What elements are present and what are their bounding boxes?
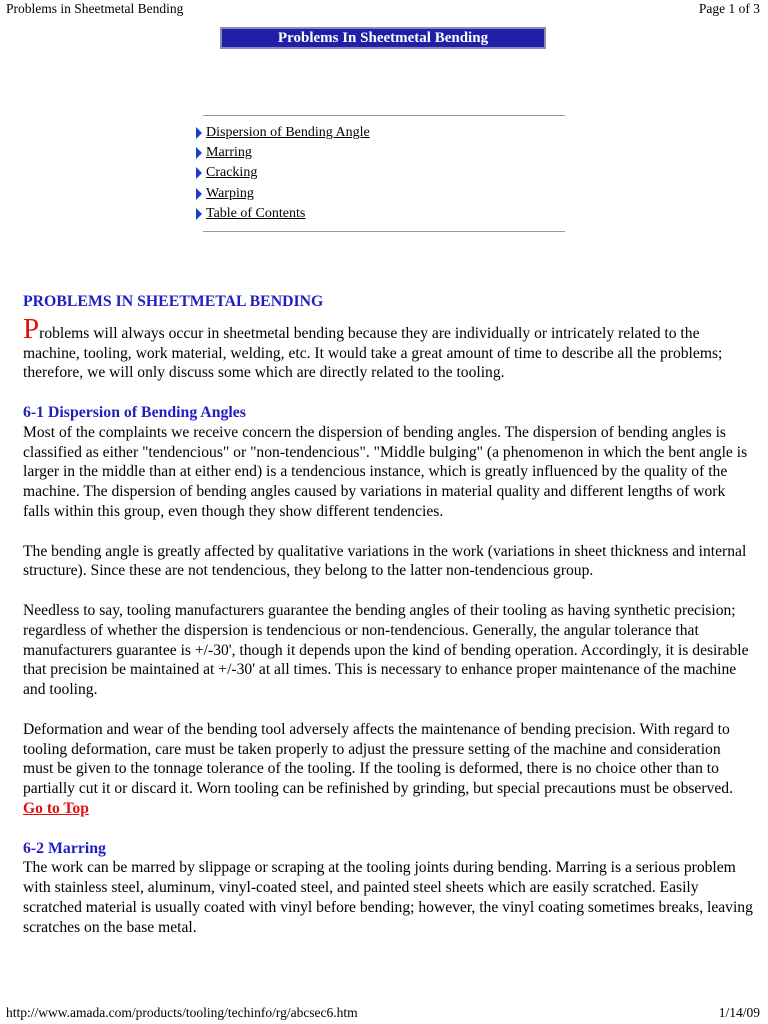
toc-item-table-of-contents[interactable] [195,204,370,224]
toc-link-warping[interactable]: Warping [206,185,254,201]
triangle-bullet-icon [196,167,202,179]
toc-item-dispersion[interactable] [195,123,370,143]
toc-link-table-of-contents[interactable]: Table of Contents [206,205,306,221]
footer-date: 1/14/09 [718,1005,760,1020]
section-heading-marring: 6-2 Marring [23,839,106,857]
dispersion-paragraph-3: Needless to say, tooling manufacturers guarantee the bending angles of their tooling as having synthetic precision; regardless of whether the dispersion is tendencious or non-tendencious. Generally, the angular tolerance that manufacturers guarantee is +/-30', though it depends upon the kind of bending operation. Accordingly, it is desirable that precision be maintained at +/-30' at all times. This is necessary to enhance proper maintenance of the machine and tooling. [23,601,749,699]
triangle-bullet-icon [196,147,202,159]
intro-paragraph [23,312,753,383]
intro-text: roblems will always occur in sheetmetal bending because they are individually or intricately related to the machine, tooling, work material, welding, etc. It would take a great amount of time to describe all the problems; therefore, we will only discuss some which are directly related to the tooling. [23,324,723,382]
main-heading: PROBLEMS IN SHEETMETAL BENDING [23,293,324,310]
article-body [23,292,753,957]
footer-url: http://www.amada.com/products/tooling/techinfo/rg/abcsec6.htm [6,1005,358,1020]
toc-link-cracking[interactable]: Cracking [206,165,258,181]
triangle-bullet-icon [196,208,202,220]
page-title: Problems In Sheetmetal Bending [220,27,546,49]
triangle-bullet-icon [196,127,202,139]
toc-item-marring[interactable] [195,143,370,163]
section-heading-dispersion: 6-1 Dispersion of Bending Angles [23,403,246,421]
dispersion-paragraph-4 [23,720,753,819]
toc-top-divider [203,115,565,116]
page-number: Page 1 of 3 [698,1,760,16]
table-of-contents [195,123,370,224]
dispersion-paragraph-1: Most of the complaints we receive concern the dispersion of bending angles. The dispersion of bending angles is classified as either "tendencious" or "non-tendencious". "Middle bulging" (a phenomenon in which the bent angle is larger in the middle than at either end) is a tendencious instance, which is greatly influenced by the quality of the machine. The dispersion of bending angles caused by variations in material quality and different lengths of work falls within this group, even though they show different tendencies. [23,423,748,520]
toc-link-marring[interactable]: Marring [206,145,252,161]
triangle-bullet-icon [196,188,202,200]
dispersion-paragraph-4-text: Deformation and wear of the bending tool adversely affects the maintenance of bending precision. With regard to tooling deformation, care must be taken properly to adjust the pressure setting of the machine and consideration must be given to the tonnage tolerance of the tooling. If the tooling is deformed, there is no choice other than to partially cut it or discard it. Worn tooling can be refinished by grinding, but special precautions must be observed. [23,720,733,798]
marring-paragraph-1: The work can be marred by slippage or scraping at the tooling joints during bending. Marring is a serious problem with stainless steel, aluminum, vinyl-coated steel, and painted steel sheets which are easily scratched. Easily scratched material is usually coated with vinyl before bending; however, the vinyl coating sometimes breaks, leaving scratches on the base metal. [23,859,753,936]
dispersion-paragraph-2: The bending angle is greatly affected by qualitative variations in the work (variations in sheet thickness and internal structure). Since these are not tendencious, they belong to the latter non-tendencious group. [23,542,747,580]
toc-item-warping[interactable] [195,184,370,204]
toc-link-dispersion[interactable]: Dispersion of Bending Angle [206,125,370,141]
drop-cap: P [23,312,40,345]
go-to-top-link[interactable]: Go to Top [23,799,89,817]
header-title: Problems in Sheetmetal Bending [6,1,184,16]
toc-bottom-divider [203,231,565,232]
toc-item-cracking[interactable] [195,163,370,183]
